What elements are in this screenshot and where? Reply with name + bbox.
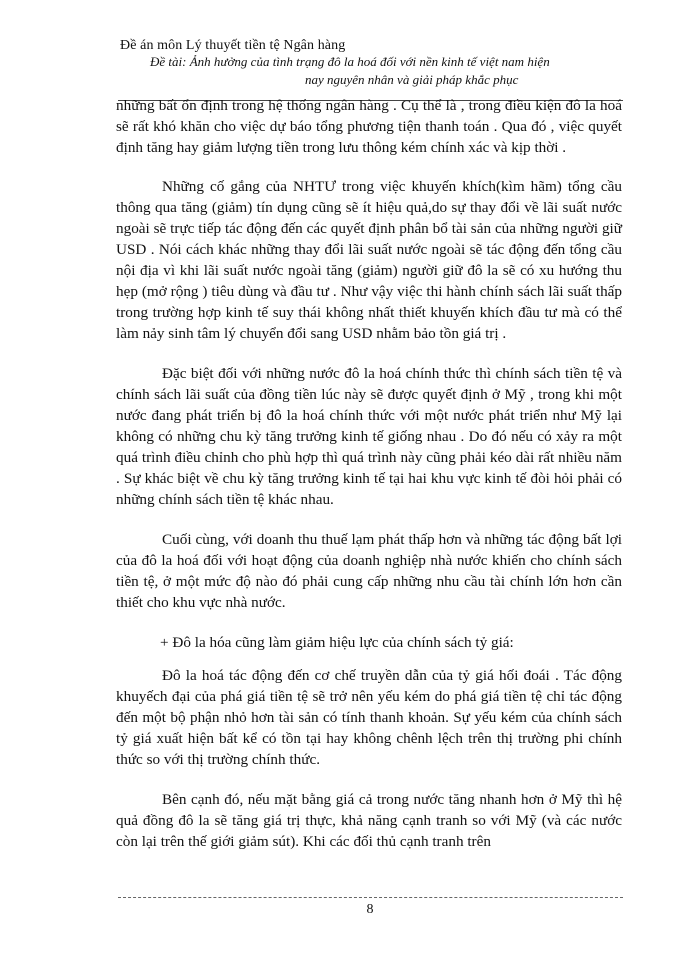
footer-divider xyxy=(118,897,623,898)
paragraph-continuation: những bất ổn định trong hệ thống ngân hàng . Cụ thể là , trong điều kiện đô la hoá sẽ rất khó khăn cho việc dự báo tổng phương tiện thanh toán . Qua đó , việc quyết định tăng hay giảm lượng tiền trong lưu thông kém chính xác và kịp thời . xyxy=(116,97,622,156)
paragraph-transmission: Đô la hoá tác động đến cơ chế truyền dẫn của tỷ giá hối đoái . Tác động khuyếch đại của phá giá tiền tệ sẽ trở nên yếu kém do phá giá tiền tệ chỉ tác động đến một bộ phận nhỏ hơn tài sản có tính thanh khoản. Sự yếu kém của chính sách tỷ giá xuất hiện bất kể có tồn tại hay không chênh lệch trên thị trường phi chính thức so với thị trường chính thức. xyxy=(116,667,622,768)
header-topic-line-2: nay nguyên nhân và giải pháp khắc phục xyxy=(305,72,519,87)
paragraph-inflation-tax: Cuối cùng, với doanh thu thuế lạm phát thấp hơn và những tác động bất lợi của đô la hoá đối với hoạt động của doanh nghiệp nhà nước khiến cho chính sách tiền tệ, ở một mức độ nào đó phải cung cấp những nhu cầu tài chính lớn hơn cần thiết cho khu vực nhà nước. xyxy=(116,531,622,611)
paragraph-bullet-exchange-rate: + Đô la hóa cũng làm giảm hiệu lực của chính sách tỷ giá: xyxy=(160,634,514,651)
paragraph-price-level: Bên cạnh đó, nếu mặt bằng giá cả trong nước tăng nhanh hơn ở Mỹ thì hệ quả đồng đô la sẽ tăng giá trị thực, khả năng cạnh tranh so với Mỹ (và các nước còn lại trên thế giới giảm sút). Khi các đối thủ cạnh tranh trên xyxy=(116,791,622,850)
page-number: 8 xyxy=(366,902,374,917)
header-topic-line-1: Đề tài: Ảnh hưởng của tình trạng đô la hoá đối với nền kinh tế việt nam hiện xyxy=(150,54,550,69)
header-course-title: Đề án môn Lý thuyết tiền tệ Ngân hàng xyxy=(120,38,346,53)
document-body xyxy=(116,95,622,871)
paragraph-nhtu-efforts: Những cố gắng của NHTƯ trong việc khuyến khích(kìm hãm) tổng cầu thông qua tăng (giảm) tín dụng cũng sẽ ít hiệu quả,do sự thay đổi về lãi suất nước ngoài sẽ trực tiếp tác động đến các quyết định phân bổ tài sản của những người giữ USD . Nói cách khác những thay đổi lãi suất nước ngoài sẽ tác động đến tổng cầu nội địa vì khi lãi suất nước ngoài tăng (giảm) người giữ đô la sẽ có xu hướng thu hẹp (mở rộng ) tiêu dùng và đầu tư . Như vậy việc thi hành chính sách lãi suất thấp trong trường hợp kinh tế suy thái không nhất thiết khuyến khích đầu tư mà có thể làm nảy sinh tâm lý chuyển đổi sang USD nhằm bảo tồn giá trị . xyxy=(116,178,622,342)
paragraph-official-dollarization: Đặc biệt đối với những nước đô la hoá chính thức thì chính sách tiền tệ và chính sách lãi suất của đồng tiền lúc này sẽ được quyết định ở Mỹ , trong khi một nước đang phát triển bị đô la hoá chính thức với một nước phát triển như Mỹ lại không có những chu kỳ tăng trưởng kinh tế giống nhau . Do đó nếu có xảy ra một quá trình điều chỉnh cho phù hợp thì quá trình này cũng phải kéo dài rất nhiều năm . Sự khác biệt về chu kỳ tăng trưởng kinh tế tại hai khu vực kinh tế đòi hỏi phải có những chính sách tiền tệ khác nhau. xyxy=(116,365,622,508)
page-header xyxy=(0,0,700,110)
